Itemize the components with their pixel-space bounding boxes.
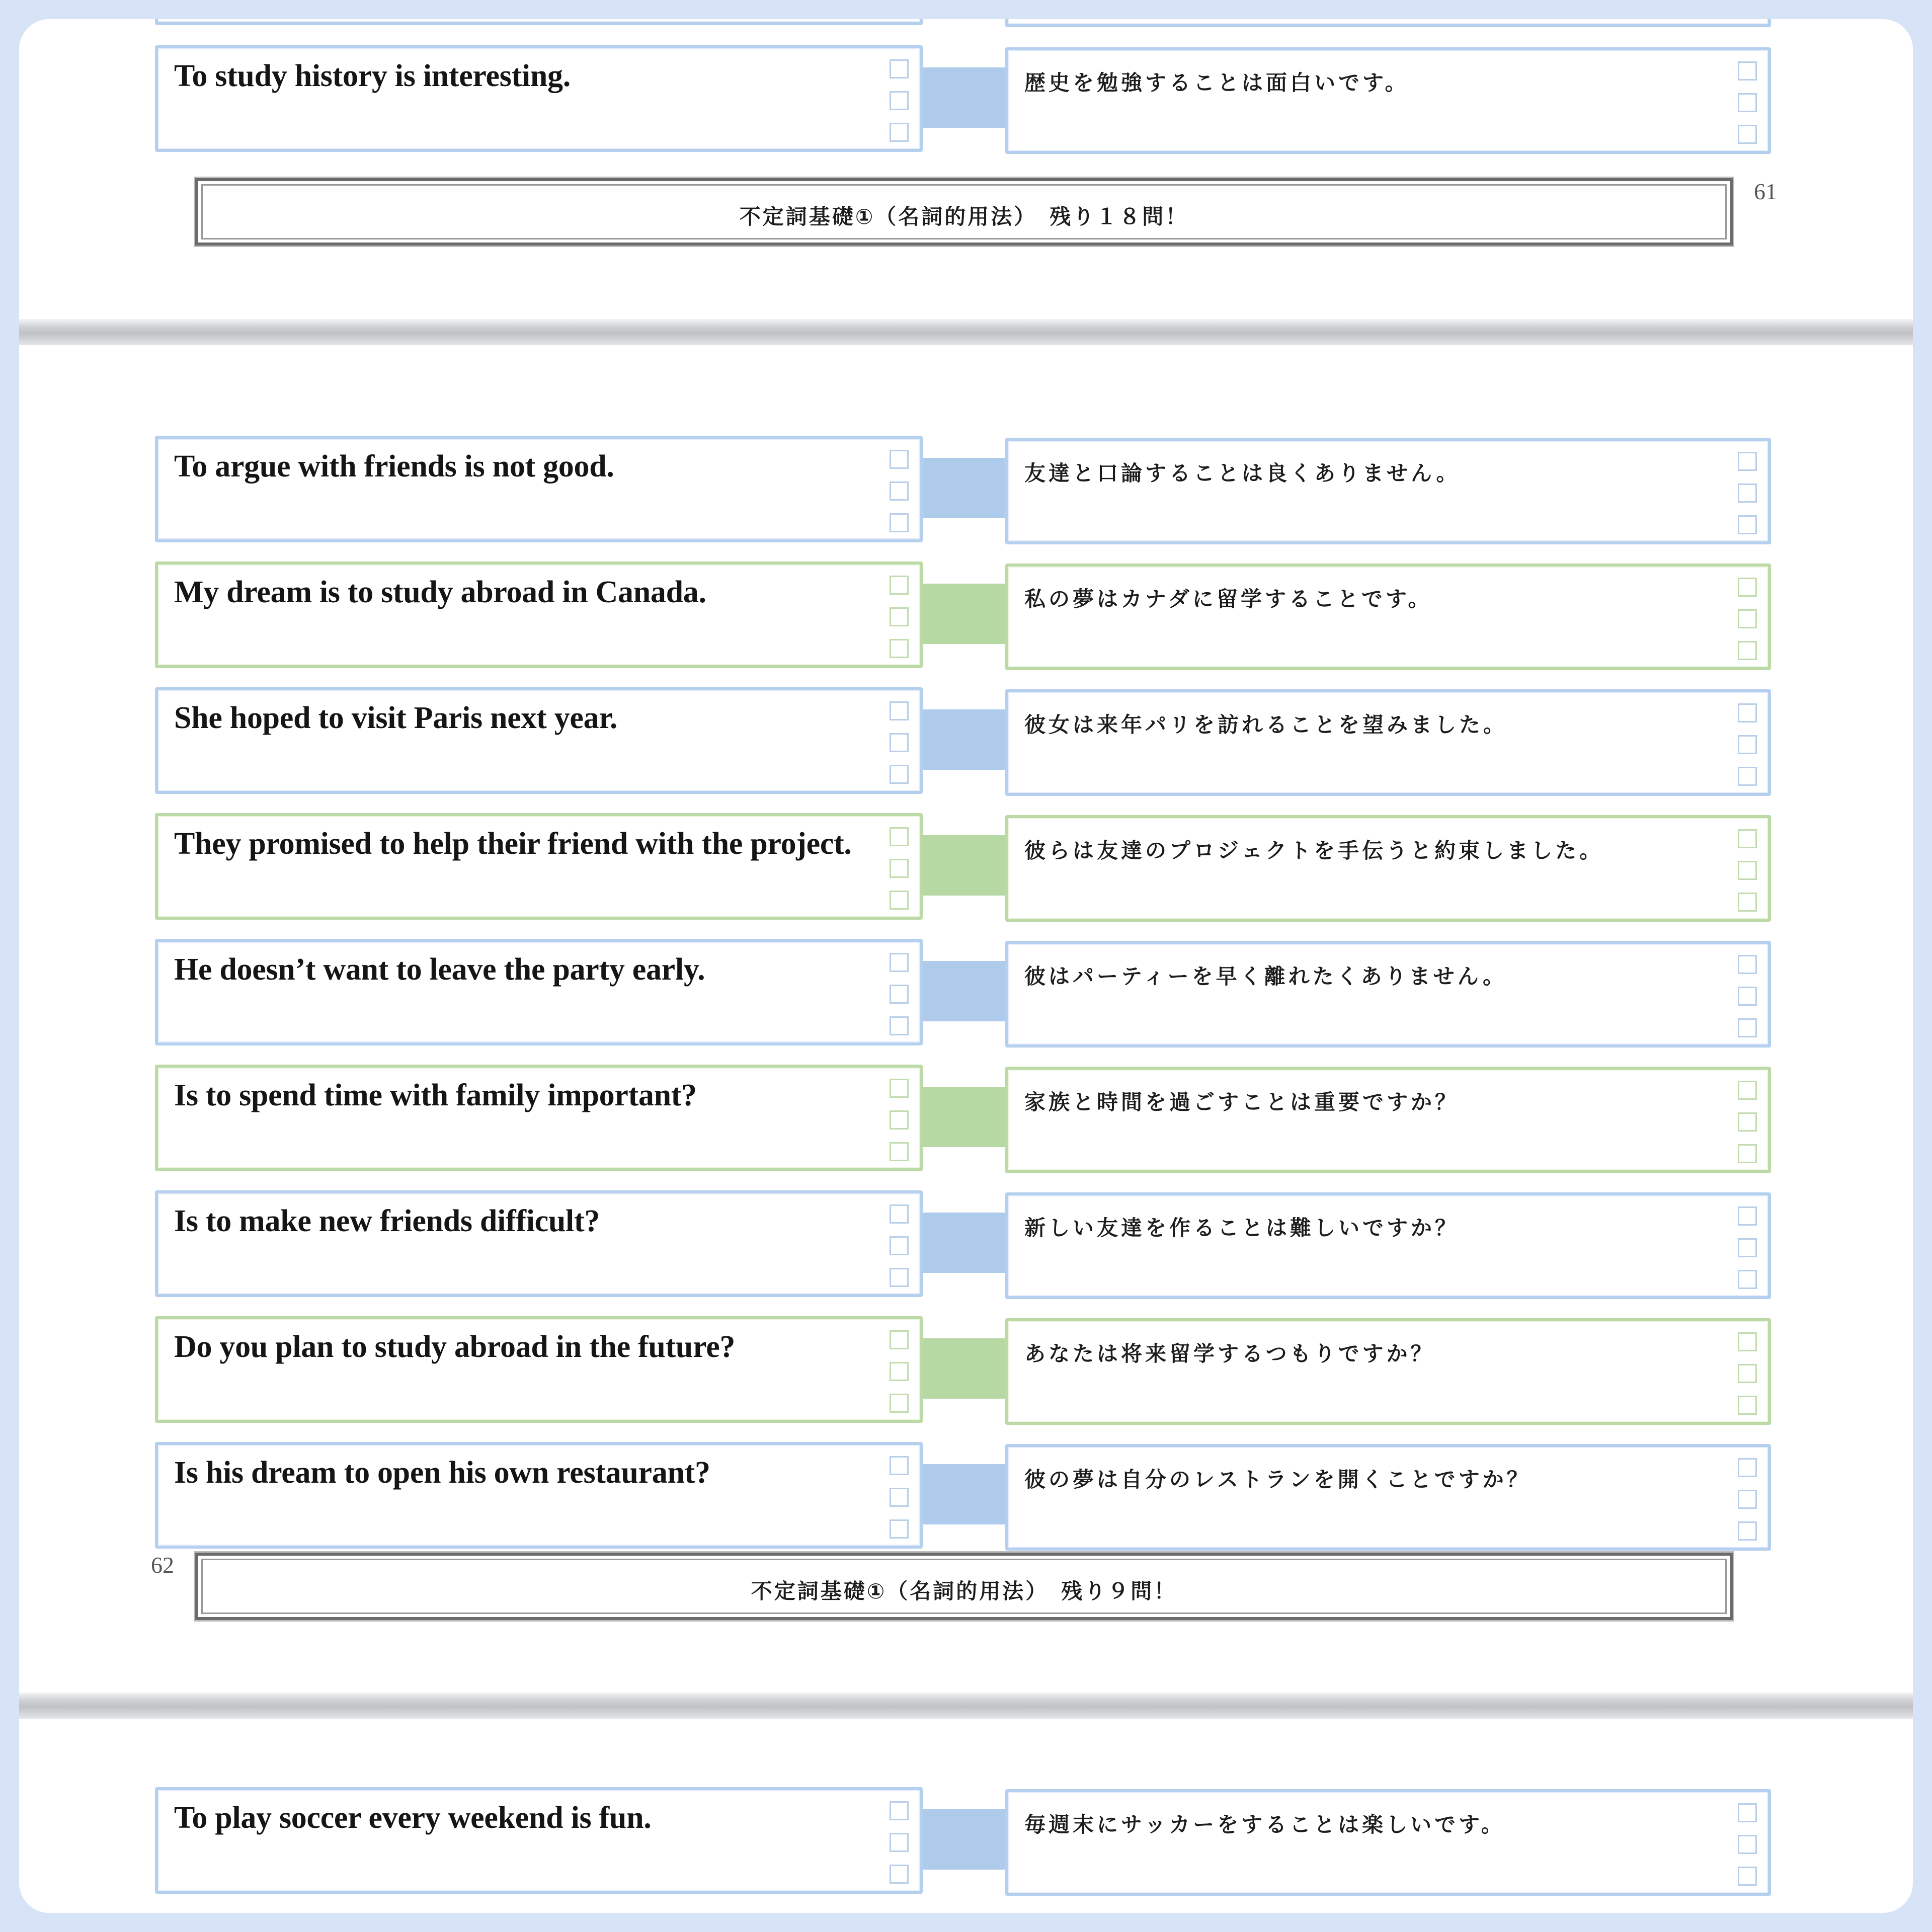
checkbox[interactable] bbox=[890, 1142, 909, 1161]
japanese-checkboxes bbox=[1738, 1206, 1759, 1302]
english-sentence: Is to make new friends difficult? bbox=[174, 1204, 600, 1238]
japanese-checkboxes bbox=[1738, 578, 1759, 673]
english-checkboxes bbox=[890, 953, 911, 1048]
english-sentence: To argue with friends is not good. bbox=[174, 449, 614, 484]
row-connector bbox=[923, 458, 1005, 518]
row-connector bbox=[923, 835, 1005, 896]
english-sentence-box bbox=[155, 45, 923, 152]
checkbox[interactable] bbox=[1738, 484, 1757, 503]
exercise-row bbox=[19, 1442, 1913, 1552]
english-checkboxes bbox=[890, 1079, 911, 1174]
checkbox[interactable] bbox=[1738, 829, 1757, 848]
checkbox[interactable] bbox=[1738, 1332, 1757, 1351]
english-box bbox=[155, 19, 923, 25]
checkbox[interactable] bbox=[1738, 1835, 1757, 1854]
checkbox[interactable] bbox=[1738, 987, 1757, 1006]
row-connector bbox=[923, 1464, 1005, 1524]
exercise-row bbox=[19, 1065, 1913, 1174]
english-sentence: She hoped to visit Paris next year. bbox=[174, 701, 618, 735]
japanese-checkboxes bbox=[1738, 1803, 1759, 1898]
checkbox[interactable] bbox=[890, 1236, 909, 1255]
checkbox[interactable] bbox=[890, 1110, 909, 1130]
english-sentence: Is to spend time with family important? bbox=[174, 1078, 697, 1112]
checkbox[interactable] bbox=[890, 450, 909, 469]
checkbox[interactable] bbox=[1738, 1396, 1757, 1415]
checkbox[interactable] bbox=[890, 1330, 909, 1349]
japanese-checkboxes bbox=[1738, 1081, 1759, 1176]
japanese-checkboxes bbox=[1738, 1332, 1759, 1427]
row-connector bbox=[923, 1809, 1005, 1870]
english-checkboxes bbox=[890, 450, 911, 545]
checkbox[interactable] bbox=[890, 859, 909, 878]
japanese-checkboxes bbox=[1738, 61, 1759, 156]
japanese-translation-box bbox=[1005, 438, 1771, 544]
progress-footer bbox=[195, 178, 1733, 246]
english-sentence: Do you plan to study abroad in the future? bbox=[174, 1330, 736, 1364]
checkbox[interactable] bbox=[1738, 578, 1757, 597]
japanese-checkboxes bbox=[1738, 829, 1759, 924]
checkbox[interactable] bbox=[1738, 955, 1757, 974]
checkbox[interactable] bbox=[1738, 1112, 1757, 1132]
english-sentence-box bbox=[155, 561, 923, 668]
page-separator bbox=[19, 319, 1913, 345]
japanese-translation: 毎週末にサッカーをすることは楽しいです。 bbox=[1024, 1812, 1505, 1837]
checkbox[interactable] bbox=[890, 123, 909, 142]
english-sentence-box bbox=[155, 1190, 923, 1297]
row-connector bbox=[923, 1338, 1005, 1399]
english-sentence-box bbox=[155, 939, 923, 1045]
exercise-row bbox=[19, 1787, 1913, 1897]
checkbox[interactable] bbox=[1738, 1521, 1757, 1541]
japanese-translation: あなたは将来留学するつもりですか？ bbox=[1024, 1341, 1435, 1366]
english-sentence-box bbox=[155, 1316, 923, 1423]
japanese-translation-box bbox=[1005, 1318, 1771, 1425]
checkbox[interactable] bbox=[890, 481, 909, 501]
japanese-translation-box bbox=[1005, 689, 1771, 796]
checkbox[interactable] bbox=[1738, 735, 1757, 754]
japanese-checkboxes bbox=[1738, 452, 1759, 547]
exercise-row bbox=[19, 687, 1913, 797]
japanese-checkboxes bbox=[1738, 955, 1759, 1050]
japanese-translation-box bbox=[1005, 1444, 1771, 1551]
english-checkboxes bbox=[890, 701, 911, 796]
english-sentence-box bbox=[155, 1442, 923, 1549]
checkbox[interactable] bbox=[1738, 515, 1757, 534]
exercise-row bbox=[19, 45, 1913, 155]
checkbox[interactable] bbox=[1738, 1081, 1757, 1100]
progress-footer-text: 不定詞基礎①（名詞的用法） 残り９問！ bbox=[751, 1579, 1177, 1603]
english-sentence: He doesn’t want to leave the party early. bbox=[174, 952, 705, 987]
japanese-translation-box bbox=[1005, 941, 1771, 1048]
english-sentence-box bbox=[155, 687, 923, 794]
exercise-row bbox=[19, 436, 1913, 545]
english-sentence: To study history is interesting. bbox=[174, 59, 571, 93]
partial-row bbox=[19, 19, 1913, 28]
checkbox[interactable] bbox=[1738, 1206, 1757, 1226]
checkbox[interactable] bbox=[1738, 893, 1757, 912]
page-separator bbox=[19, 1693, 1913, 1719]
checkbox[interactable] bbox=[1738, 861, 1757, 880]
checkbox[interactable] bbox=[890, 1362, 909, 1381]
checkbox[interactable] bbox=[890, 1801, 909, 1820]
row-connector bbox=[923, 961, 1005, 1021]
japanese-translation: 彼女は来年パリを訪れることを望みました。 bbox=[1024, 712, 1508, 737]
page-62 bbox=[19, 345, 1913, 1694]
row-connector bbox=[923, 584, 1005, 644]
checkbox[interactable] bbox=[1738, 93, 1757, 112]
checkbox[interactable] bbox=[1738, 641, 1757, 660]
english-sentence-box bbox=[155, 436, 923, 542]
english-checkboxes bbox=[890, 827, 911, 922]
checkbox[interactable] bbox=[1738, 1144, 1757, 1163]
japanese-translation: 家族と時間を過ごすことは重要ですか？ bbox=[1024, 1090, 1460, 1114]
checkbox[interactable] bbox=[890, 91, 909, 110]
checkbox[interactable] bbox=[890, 1865, 909, 1884]
checkbox[interactable] bbox=[1738, 767, 1757, 786]
progress-footer bbox=[195, 1553, 1733, 1620]
japanese-translation-box bbox=[1005, 1789, 1771, 1896]
checkbox[interactable] bbox=[890, 1833, 909, 1852]
checkbox[interactable] bbox=[890, 59, 909, 78]
english-sentence: My dream is to study abroad in Canada. bbox=[174, 575, 706, 609]
checkbox[interactable] bbox=[1738, 1018, 1757, 1037]
japanese-translation: 彼はパーティーを早く離れたくありません。 bbox=[1024, 964, 1507, 989]
japanese-checkboxes bbox=[1738, 1458, 1759, 1553]
checkbox[interactable] bbox=[890, 701, 909, 720]
checkbox[interactable] bbox=[890, 1016, 909, 1035]
checkbox[interactable] bbox=[1738, 1364, 1757, 1383]
checkbox[interactable] bbox=[890, 827, 909, 846]
english-checkboxes bbox=[890, 576, 911, 671]
checkbox[interactable] bbox=[890, 607, 909, 626]
japanese-box bbox=[1005, 19, 1771, 27]
checkbox[interactable] bbox=[1738, 1270, 1757, 1289]
checkbox[interactable] bbox=[890, 639, 909, 658]
checkbox[interactable] bbox=[890, 576, 909, 595]
page-63 bbox=[19, 1719, 1913, 1913]
english-sentence: Is his dream to open his own restaurant? bbox=[174, 1456, 710, 1490]
progress-footer-text: 不定詞基礎①（名詞的用法） 残り１８問！ bbox=[739, 204, 1189, 229]
exercise-row bbox=[19, 1190, 1913, 1300]
checkbox[interactable] bbox=[1738, 452, 1757, 471]
japanese-translation-box bbox=[1005, 815, 1771, 922]
checkbox[interactable] bbox=[1738, 125, 1757, 144]
english-sentence-box bbox=[155, 1787, 923, 1894]
japanese-translation: 新しい友達を作ることは難しいですか？ bbox=[1024, 1216, 1460, 1240]
japanese-translation: 友達と口論することは良くありません。 bbox=[1024, 461, 1461, 486]
english-sentence: They promised to help their friend with the project. bbox=[174, 827, 852, 861]
exercise-row bbox=[19, 561, 1913, 671]
checkbox[interactable] bbox=[1738, 1490, 1757, 1509]
checkbox[interactable] bbox=[890, 953, 909, 972]
japanese-translation-box bbox=[1005, 47, 1771, 154]
page-61 bbox=[19, 19, 1913, 319]
english-sentence-box bbox=[155, 1065, 923, 1171]
checkbox[interactable] bbox=[1738, 1238, 1757, 1257]
checkbox[interactable] bbox=[1738, 703, 1757, 722]
japanese-translation-box bbox=[1005, 564, 1771, 670]
document-viewer[interactable] bbox=[19, 19, 1913, 1913]
japanese-translation-box bbox=[1005, 1067, 1771, 1173]
row-connector bbox=[923, 1213, 1005, 1273]
checkbox[interactable] bbox=[890, 1519, 909, 1539]
japanese-checkboxes bbox=[1738, 703, 1759, 798]
english-checkboxes bbox=[890, 1456, 911, 1551]
japanese-translation: 私の夢はカナダに留学することです。 bbox=[1024, 587, 1432, 611]
japanese-translation: 彼の夢は自分のレストランを開くことですか？ bbox=[1024, 1467, 1531, 1492]
checkbox[interactable] bbox=[890, 1204, 909, 1224]
checkbox[interactable] bbox=[890, 985, 909, 1004]
checkbox[interactable] bbox=[1738, 1803, 1757, 1822]
checkbox[interactable] bbox=[890, 1488, 909, 1507]
japanese-translation: 歴史を勉強することは面白いです。 bbox=[1024, 70, 1409, 95]
checkbox[interactable] bbox=[890, 1456, 909, 1475]
checkbox[interactable] bbox=[890, 891, 909, 910]
english-sentence: To play soccer every weekend is fun. bbox=[174, 1801, 652, 1835]
exercise-row bbox=[19, 813, 1913, 923]
english-checkboxes bbox=[890, 1330, 911, 1425]
row-connector bbox=[923, 67, 1005, 128]
page-number: 62 bbox=[151, 1552, 174, 1578]
english-checkboxes bbox=[890, 1801, 911, 1896]
row-connector bbox=[923, 1087, 1005, 1147]
japanese-translation-box bbox=[1005, 1192, 1771, 1299]
english-checkboxes bbox=[890, 59, 911, 154]
checkbox[interactable] bbox=[890, 733, 909, 752]
english-sentence-box bbox=[155, 813, 923, 920]
checkbox[interactable] bbox=[1738, 61, 1757, 80]
checkbox[interactable] bbox=[890, 765, 909, 784]
page-number: 61 bbox=[1754, 179, 1777, 204]
exercise-row bbox=[19, 939, 1913, 1049]
row-connector bbox=[923, 709, 1005, 770]
checkbox[interactable] bbox=[1738, 1458, 1757, 1477]
exercise-row bbox=[19, 1316, 1913, 1426]
english-checkboxes bbox=[890, 1204, 911, 1300]
checkbox[interactable] bbox=[1738, 1867, 1757, 1886]
checkbox[interactable] bbox=[890, 1079, 909, 1098]
checkbox[interactable] bbox=[890, 1394, 909, 1413]
checkbox[interactable] bbox=[890, 513, 909, 532]
japanese-translation: 彼らは友達のプロジェクトを手伝うと約束しました。 bbox=[1024, 838, 1604, 863]
checkbox[interactable] bbox=[890, 1268, 909, 1287]
checkbox[interactable] bbox=[1738, 609, 1757, 628]
